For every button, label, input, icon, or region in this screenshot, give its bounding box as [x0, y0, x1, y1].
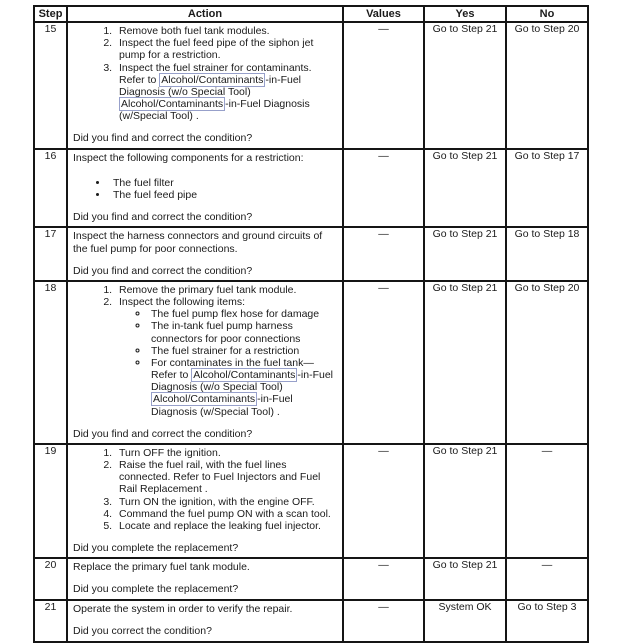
- table-row: [34, 444, 588, 558]
- action-question: Did you find and correct the condition?: [73, 264, 253, 277]
- yes-cell: Go to Step 21: [424, 149, 506, 228]
- action-question: Did you correct the condition?: [73, 625, 212, 638]
- text-segment: The fuel feed pipe: [113, 188, 198, 201]
- action-content: [68, 150, 342, 227]
- column-header-values: Values: [343, 6, 424, 22]
- action-cell: [67, 227, 343, 281]
- table-row: [34, 227, 588, 281]
- table-header-row: [34, 6, 588, 22]
- text-segment: The fuel pump flex hose for damage: [151, 308, 320, 321]
- text-segment: Remove the primary fuel tank module.: [119, 283, 297, 296]
- list-item: [109, 177, 338, 189]
- list-item: [109, 189, 338, 201]
- alcohol-contaminants-link[interactable]: Alcohol/Contaminants: [193, 369, 296, 382]
- action-paragraph: [73, 603, 338, 615]
- action-cell: [67, 558, 343, 600]
- values-cell: —: [343, 558, 424, 600]
- action-cell: [67, 600, 343, 641]
- text-segment: Inspect the following items:: [119, 296, 246, 309]
- action-cell: [67, 22, 343, 149]
- step-cell: 17: [34, 227, 67, 281]
- list-item: [115, 520, 338, 532]
- action-content: [68, 601, 342, 640]
- bullet-list: [73, 177, 338, 201]
- action-content: [68, 282, 342, 443]
- text-segment: The in-tank fuel pump harness connectors for poor connections: [151, 320, 301, 345]
- list-item: [115, 25, 338, 37]
- action-cell: [67, 149, 343, 228]
- list-item: [115, 284, 338, 296]
- action-question: Did you find and correct the condition?: [73, 132, 253, 145]
- action-question: Did you find and correct the condition?: [73, 427, 253, 440]
- text-segment: Command the fuel pump ON with a scan tool.: [119, 507, 331, 520]
- no-cell: —: [506, 558, 588, 600]
- numbered-list: [73, 25, 338, 122]
- list-item: [115, 62, 338, 123]
- values-cell: —: [343, 22, 424, 149]
- action-question: Did you find and correct the condition?: [73, 211, 253, 224]
- step-cell: 20: [34, 558, 67, 600]
- no-cell: Go to Step 20: [506, 281, 588, 444]
- sub-list-item: [149, 308, 338, 320]
- sub-list-item: [149, 320, 338, 344]
- no-cell: Go to Step 3: [506, 600, 588, 641]
- text-segment: Locate and replace the leaking fuel injector.: [119, 519, 321, 532]
- values-cell: —: [343, 227, 424, 281]
- table-row: [34, 22, 588, 149]
- action-paragraph: [73, 561, 338, 573]
- action-cell: [67, 281, 343, 444]
- sub-bullet-list: [119, 308, 338, 418]
- action-paragraph: [73, 230, 338, 254]
- text-segment: -in-Fuel Diagnosis (w/o Special Tool): [151, 369, 334, 394]
- alcohol-contaminants-link[interactable]: Alcohol/Contaminants: [161, 73, 264, 86]
- column-header-yes: Yes: [424, 6, 506, 22]
- list-item: [115, 459, 338, 496]
- values-cell: —: [343, 600, 424, 641]
- alcohol-contaminants-link[interactable]: Alcohol/Contaminants: [121, 98, 224, 111]
- sub-list-item: [149, 357, 338, 418]
- no-cell: Go to Step 18: [506, 227, 588, 281]
- yes-cell: Go to Step 21: [424, 227, 506, 281]
- list-item: [115, 296, 338, 418]
- yes-cell: Go to Step 21: [424, 444, 506, 558]
- text-segment: The fuel strainer for a restriction: [151, 344, 300, 357]
- action-question: Did you complete the replacement?: [73, 583, 239, 596]
- text-segment: -in-Fuel Diagnosis (w/Special Tool) .: [151, 393, 293, 418]
- table-row: [34, 281, 588, 444]
- text-segment: Remove both fuel tank modules.: [119, 25, 270, 38]
- text-segment: Inspect the following components for a restriction:: [73, 151, 304, 164]
- no-cell: Go to Step 20: [506, 22, 588, 149]
- step-cell: 21: [34, 600, 67, 641]
- sub-list-item: [149, 345, 338, 357]
- numbered-list: [73, 447, 338, 532]
- text-segment: Inspect the fuel strainer for contaminants. Refer to: [119, 61, 312, 86]
- text-segment: The fuel filter: [113, 176, 174, 189]
- values-cell: —: [343, 149, 424, 228]
- table-row: [34, 558, 588, 600]
- values-cell: —: [343, 281, 424, 444]
- step-cell: 18: [34, 281, 67, 444]
- action-content: [68, 559, 342, 598]
- list-item: [115, 496, 338, 508]
- alcohol-contaminants-link[interactable]: Alcohol/Contaminants: [153, 393, 256, 406]
- column-header-action: Action: [67, 6, 343, 22]
- text-segment: Operate the system in order to verify the repair.: [73, 603, 293, 616]
- no-cell: —: [506, 444, 588, 558]
- action-content: [68, 445, 342, 557]
- numbered-list: [73, 284, 338, 418]
- action-content: [68, 228, 342, 280]
- yes-cell: Go to Step 21: [424, 558, 506, 600]
- text-segment: Turn OFF the ignition.: [119, 446, 221, 459]
- text-segment: Replace the primary fuel tank module.: [73, 561, 250, 574]
- list-item: [115, 447, 338, 459]
- yes-cell: System OK: [424, 600, 506, 641]
- list-item: [115, 37, 338, 61]
- text-segment: Inspect the fuel feed pipe of the siphon jet pump for a restriction.: [119, 37, 314, 62]
- text-segment: -in-Fuel Diagnosis (w/Special Tool) .: [119, 98, 310, 123]
- list-item: [115, 508, 338, 520]
- yes-cell: Go to Step 21: [424, 281, 506, 444]
- action-question: Did you complete the replacement?: [73, 542, 239, 555]
- text-segment: Inspect the harness connectors and ground circuits of the fuel pump for poor connections.: [73, 230, 323, 255]
- action-content: [68, 23, 342, 148]
- action-paragraph: [73, 152, 338, 164]
- step-cell: 15: [34, 22, 67, 149]
- table-row: [34, 149, 588, 228]
- text-segment: Raise the fuel rail, with the fuel lines connected. Refer to Fuel Injectors and Fuel Rail Replacement .: [119, 459, 321, 496]
- action-cell: [67, 444, 343, 558]
- step-cell: 19: [34, 444, 67, 558]
- no-cell: Go to Step 17: [506, 149, 588, 228]
- column-header-no: No: [506, 6, 588, 22]
- column-header-step: Step: [34, 6, 67, 22]
- values-cell: —: [343, 444, 424, 558]
- table-row: [34, 600, 588, 641]
- text-segment: Turn ON the ignition, with the engine OFF.: [119, 495, 315, 508]
- yes-cell: Go to Step 21: [424, 22, 506, 149]
- diagnostic-table: [33, 5, 589, 643]
- text-segment: For contaminates in the fuel tank—Refer to: [151, 356, 314, 382]
- step-cell: 16: [34, 149, 67, 228]
- text-segment: -in-Fuel Diagnosis (w/o Special Tool): [119, 73, 302, 98]
